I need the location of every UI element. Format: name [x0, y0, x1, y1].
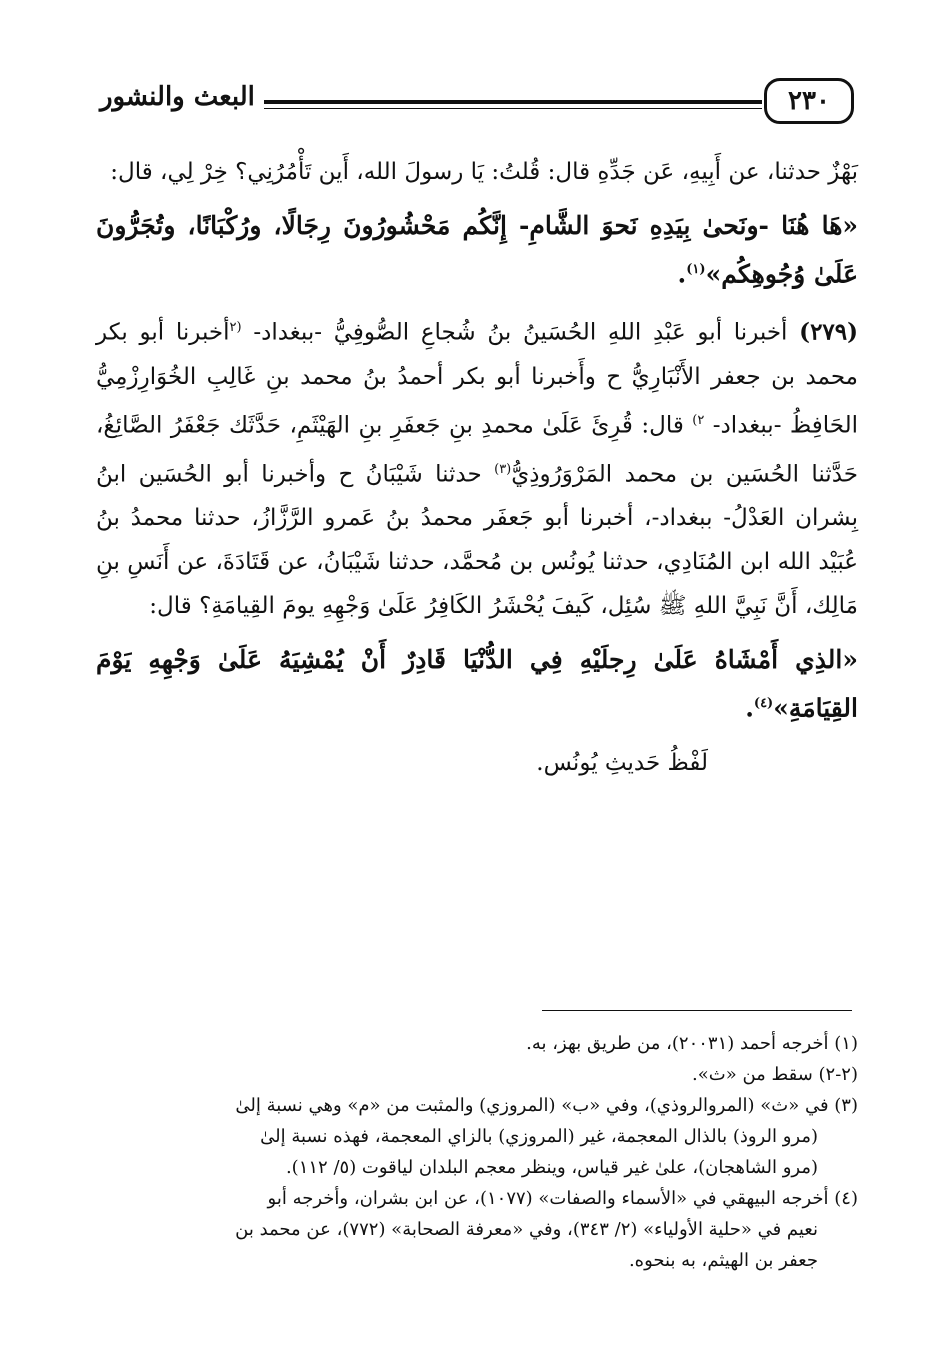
- hadith-1-text: «هَا هُنَا -ونَحىٰ بِيَدِهِ نَحوَ الشَّامِ- إِنَّكُم مَحْشُورُونَ رِجَالًا، ورُكْبَانًا، وتُجَرُّونَ عَلَىٰ وُجُوهِكُم»: [96, 211, 858, 289]
- running-title: البعث والنشور: [100, 82, 255, 112]
- footnote-ref-1: (١): [686, 262, 706, 277]
- hadith-quote-2: «الذِي أَمْشَاهُ عَلَىٰ رِجلَيْهِ فِي الدُّنْيَا قَادِرٌ أَنْ يُمْشِيَهُ عَلَىٰ وَجْهِهِ يَوْمَ القِيَامَةِ»$^{(٤)}$.: [96, 645, 858, 723]
- page-header: [94, 78, 854, 128]
- footnote-3-line-1: (٣) في «ث» (المروالروذي)، وفي «ب» (المروزي) والمثبت من «م» وهي نسبة إلىٰ: [235, 1095, 858, 1116]
- footnote-3-line-2: (مرو الروذ) بالذال المعجمة، غير (المروزي) بالزاي المعجمة، فهذه نسبة إلىٰ: [260, 1126, 818, 1147]
- footnote-ref-2-start: (٢: [229, 320, 242, 336]
- isnad-part-d: حدثنا شَيْبَانُ ح وأخبرنا أبو الحُسَين ابنُ بِشران العَدْلُ- ببغداد-، أخبرنا أبو جَعفَر محمدُ بنُ عَمرو الرَّزَّازُ، حدثنا محمدُ بنُ عُبَيْد الله ابن المُنَادِي، حدثنا يُونُس بن مُحمَّد، حدثنا شَيْبَانُ، عن قَتَادَةَ، عن أَنَسِ بنِ مَالِك، أَنَّ نَبِيَّ اللهِ ﷺ سُئِل، كَيفَ يُحْشَرُ الكَافِرُ عَلَىٰ وَجْهِهِ يومَ القِيامَةِ؟ قال:: [96, 461, 858, 620]
- footnotes: [96, 1028, 858, 1276]
- footnote-4-line-1: (٤) أخرجه البيهقي في «الأسماء والصفات» (١٠٧٧)، عن ابن بشران، وأخرجه أبو: [267, 1188, 858, 1209]
- closing-line: لَفْظُ حَديثِ يُونُس.: [536, 749, 708, 776]
- footnote-2: (٢-٢) سقط من «ث».: [692, 1064, 858, 1085]
- header-rule: [264, 100, 762, 109]
- main-text: [96, 150, 858, 795]
- intro-text: بَهْزٌ حدثنا، عن أَبِيهِ، عَن جَدِّهِ قال: قُلتُ: يَا رسولَ الله، أَين تَأْمُرُنِي؟ خِرْ لِي، قال:: [110, 159, 858, 185]
- footnote-1: (١) أخرجه أحمد (٢٠٠٣١)، من طريق بهز، به.: [526, 1033, 858, 1054]
- paragraph-279: [96, 306, 858, 628]
- isnad-part-a: أخبرنا أبو عَبْدِ اللهِ الحُسَينُ بنُ شُجاعِ الصُّوفِيُّ -ببغداد-: [241, 319, 788, 346]
- footnote-3-line-3: (مرو الشاهجان)، علىٰ غير قياس، وينظر معجم البلدان لياقوت (٥/ ١١٢).: [285, 1157, 818, 1178]
- footnote-ref-4: (٤): [753, 696, 774, 712]
- isnad-part-c: قال: قُرِئَ عَلَىٰ محمدِ بنِ جَعفَرِ بنِ الهَيْثَمِ، حَدَّثَك جَعْفَرُ الصَّائِغُ، حَدَّثنا الحُسَين بن محمد المَرْوَرُوذِيُّ: [96, 412, 858, 488]
- footnote-4-line-2: نعيم في «حلية الأولياء» (٢/ ٣٤٣)، وفي «معرفة الصحابة» (٧٧٢)، عن محمد بن: [235, 1219, 818, 1240]
- footnote-ref-2-end: ٢): [692, 412, 705, 428]
- hadith-2-text: «الذِي أَمْشَاهُ عَلَىٰ رِجلَيْهِ فِي الدُّنْيَا قَادِرٌ أَنْ يُمْشِيَهُ عَلَىٰ وَجْهِهِ يَوْمَ القِيَامَةِ»: [96, 645, 858, 723]
- footnote-separator: [542, 1010, 852, 1011]
- isnad-part-b: أخبرنا أبو بكر محمد بن جعفر الأَنْبَارِيُّ ح وأَخبرنا أبو بكر أحمدُ بنُ محمد بنِ غَالِبِ الخُوَارِزْمِيُّ الحَافِظُ -ببغداد-: [96, 319, 858, 439]
- hadith-number: (٢٧٩): [799, 318, 859, 346]
- page-number: ٢٣٠: [764, 78, 854, 124]
- footnote-ref-3: (٣): [494, 461, 512, 477]
- hadith-quote-1: «هَا هُنَا -ونَحىٰ بِيَدِهِ نَحوَ الشَّامِ- إِنَّكُم مَحْشُورُونَ رِجَالًا، ورُكْبَانًا، وتُجَرُّونَ عَلَىٰ وُجُوهِكُم»$^{(١)}$.: [96, 211, 858, 289]
- paragraph-intro: [96, 150, 858, 194]
- footnote-4-line-3: جعفر بن الهيثم، به بنحوه.: [628, 1250, 818, 1271]
